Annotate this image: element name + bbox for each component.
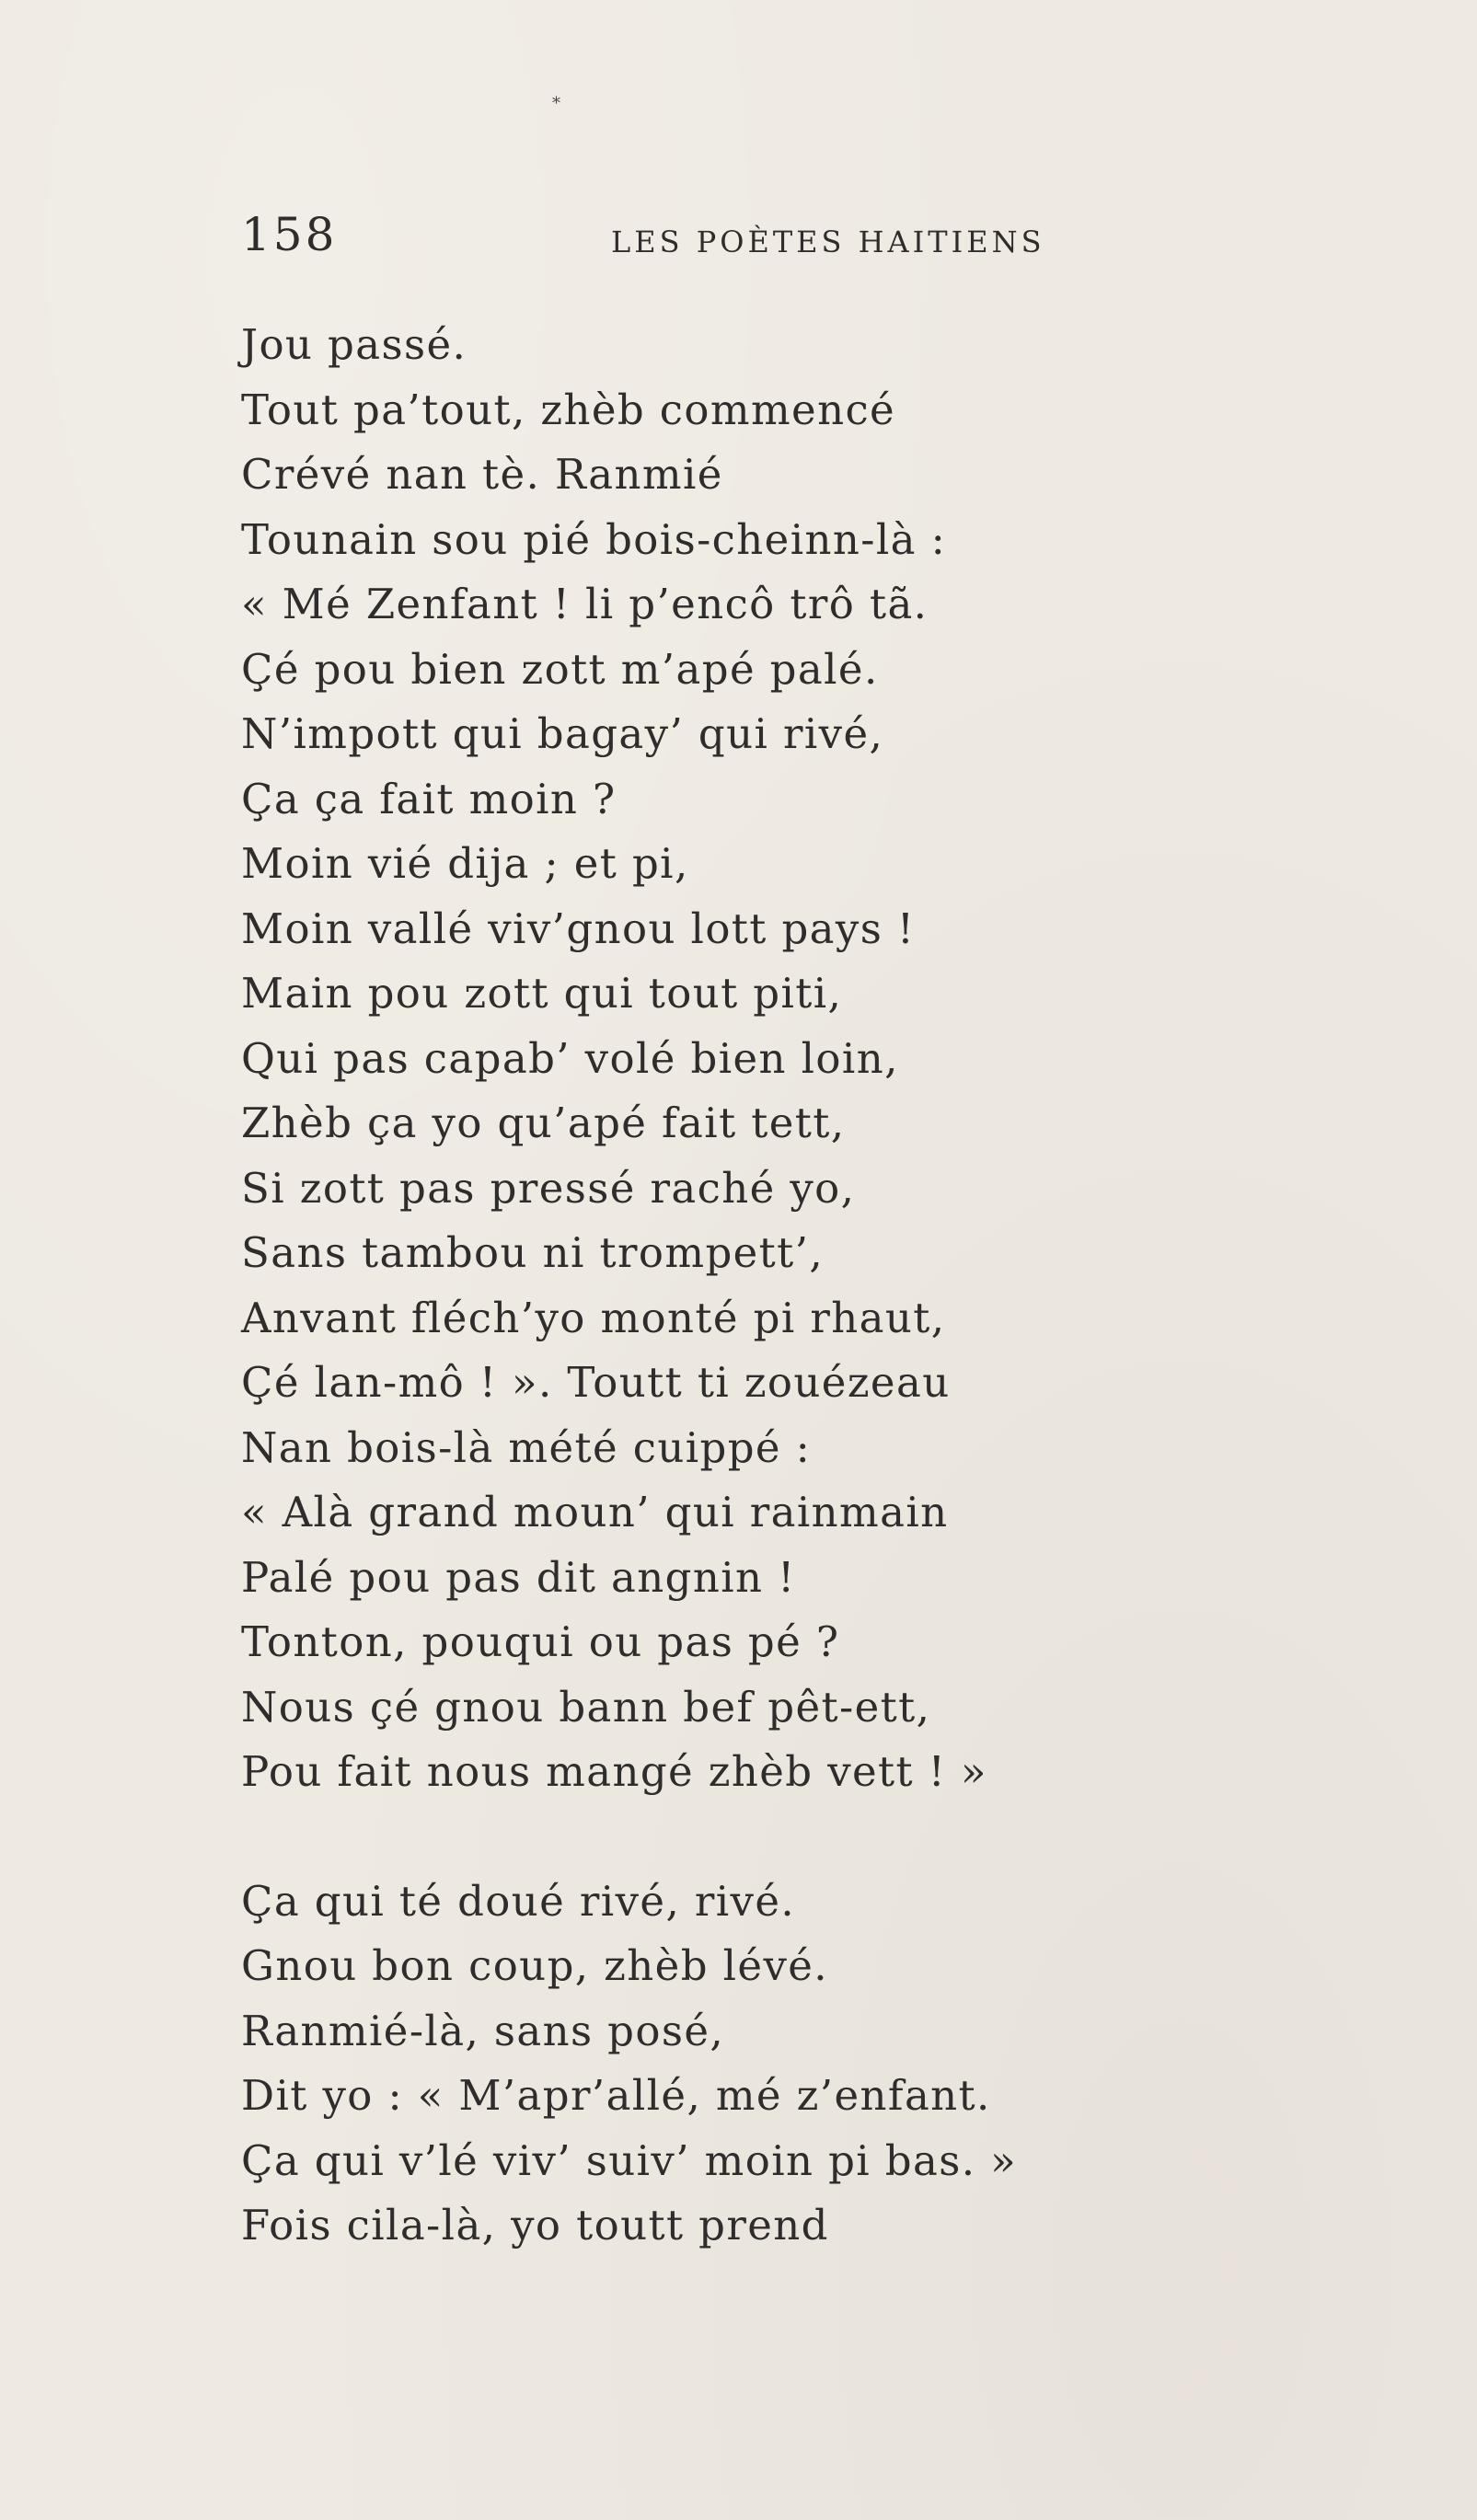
stanza-2: [241, 1870, 1345, 2259]
ornament-mark: *: [552, 94, 560, 113]
poem-line: Main pou zott qui tout piti,: [241, 969, 843, 1018]
poem-line: Ranmié-là, sans posé,: [241, 2006, 725, 2055]
running-title: LES POÈTES HAITIENS: [611, 224, 1045, 259]
poem-line: Anvant fléch’yo monté pi rhaut,: [241, 1293, 946, 1342]
poem-line: Tonton, pouqui ou pas pé ?: [241, 1617, 840, 1666]
poem-line: Crévé nan tè. Ranmié: [241, 450, 723, 499]
poem-line: Zhèb ça yo qu’apé fait tett,: [241, 1099, 846, 1147]
poem-line: Jou passé.: [241, 320, 467, 369]
poem-line: Çé lan-mô ! ». Toutt ti zouézeau: [241, 1358, 951, 1407]
poem-line: Tounain sou pié bois-cheinn-là :: [241, 514, 947, 564]
poem-line: Ça qui té doué rivé, rivé.: [241, 1876, 796, 1926]
poem-line: Palé pou pas dit angnin !: [241, 1552, 796, 1602]
poem-line: Ça ça fait moin ?: [241, 774, 617, 823]
poem-line: Si zott pas pressé raché yo,: [241, 1163, 856, 1213]
poem-line: Gnou bon coup, zhèb lévé.: [241, 1941, 828, 1990]
poem-line: Moin vallé viv’gnou lott pays !: [241, 903, 916, 953]
poem-line: Fois cila-là, yo toutt prend: [241, 2201, 829, 2250]
poem-line: Qui pas capab’ volé bien loin,: [241, 1033, 899, 1083]
poem-line: Çé pou bien zott m’apé palé.: [241, 644, 879, 694]
page-header: [241, 208, 1239, 263]
page-number: 158: [241, 208, 338, 261]
poem-text: [241, 313, 1345, 2259]
poem-line: Tout pa’tout, zhèb commencé: [241, 385, 896, 434]
poem-line: « Alà grand moun’ qui rainmain: [241, 1488, 949, 1536]
poem-line: Pou fait nous mangé zhèb vett ! »: [241, 1747, 987, 1796]
poem-line: Nan bois-là mété cuippé :: [241, 1422, 812, 1472]
poem-line: « Mé Zenfant ! li p’encô trô tã.: [241, 580, 929, 628]
stanza-1: [241, 313, 1345, 1805]
poem-line: Dit yo : « M’apr’allé, mé z’enfant.: [241, 2071, 991, 2120]
poem-line: N’impott qui bagay’ qui rivé,: [241, 709, 884, 758]
poem-line: Sans tambou ni trompett’,: [241, 1228, 825, 1277]
poem-line: Ça qui v’lé viv’ suiv’ moin pi bas. »: [241, 2135, 1018, 2185]
poem-line: Nous çé gnou bann bef pêt-ett,: [241, 1682, 931, 1732]
poem-line: Moin vié dija ; et pi,: [241, 839, 689, 888]
